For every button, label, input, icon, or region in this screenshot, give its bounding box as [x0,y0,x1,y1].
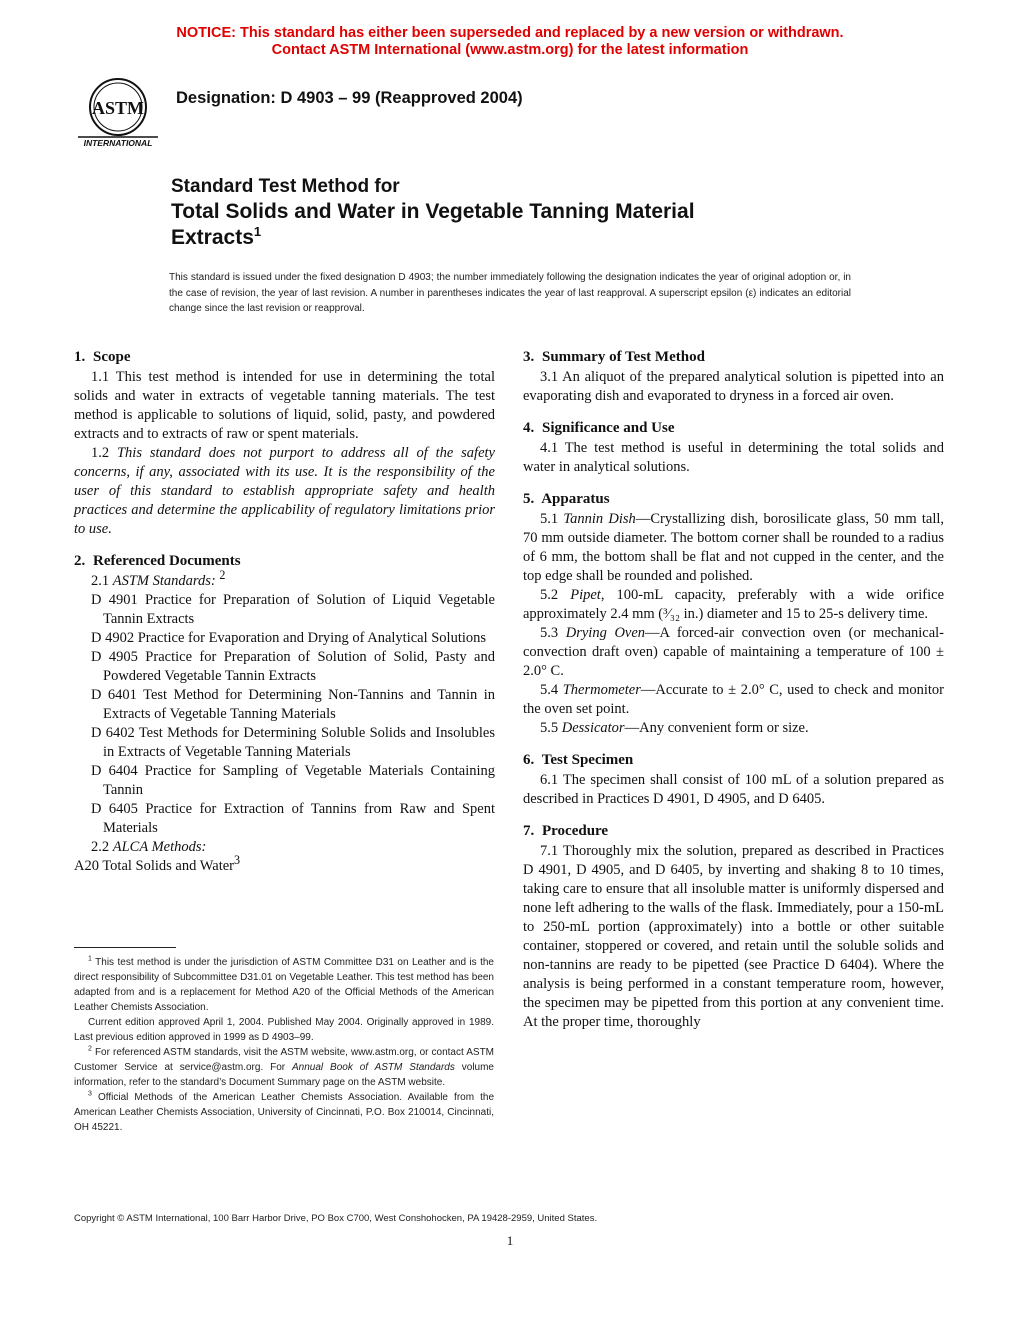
title-line-2: Total Solids and Water in Vegetable Tanning Material [171,200,695,223]
document-title [171,175,695,251]
paragraph-3-1: 3.1 An aliquot of the prepared analytical solution is pipetted into an evaporating dish and evaporated to dryness in a forced air oven. [523,369,944,404]
title-footnote-mark: 1 [253,224,262,239]
paragraph-1-2: 1.2 This standard does not purport to address all of the safety concerns, if any, associated with its use. It is the responsibility of the user of this standard to establish appropriate safety and health practices and determine the applicability of regulatory limitations prior to use. [74,445,495,537]
alca-methods-label: 2.2 ALCA Methods: [91,839,207,855]
title-line-3 [171,225,695,251]
left-column [74,346,495,887]
title-line-3-text: Extracts [171,226,254,249]
section-test-specimen [523,749,944,809]
paragraph-5-2: 5.2 Pipet, 100-mL capacity, preferably with a wide orifice approximately 2.4 mm (³⁄₃₂ in.) diameter and 15 to 25-s delivery time. [523,587,945,622]
paragraph-5-3: 5.3 Drying Oven—A forced-air convection oven (or mechanical-convection draft oven) capable of maintaining a temperature of 100 ± 2.0° C. [523,625,945,679]
logo-caption: INTERNATIONAL [83,138,153,148]
section-heading-referenced-documents: 2. Referenced Documents [74,553,241,569]
right-column [523,346,944,1043]
section-heading-significance: 4. Significance and Use [523,420,675,436]
footnote-divider [74,947,176,948]
astm-logo [74,74,162,150]
page-number: 1 [506,1233,514,1248]
ref-d4902: D 4902 Practice for Evaporation and Drying of Analytical Solutions [91,630,487,646]
footnote-1-edition: Current edition approved April 1, 2004. Published May 2004. Originally approved in 1989. Last previous edition approved in 1999 as D 4903–99. [74,1017,494,1043]
section-significance [523,417,944,477]
footnotes [74,955,494,1135]
section-apparatus [523,488,944,738]
ref-d6405: D 6405 Practice for Extraction of Tannins from Raw and Spent Materials [91,801,495,836]
title-line-1: Standard Test Method for [171,176,400,197]
section-heading-test-specimen: 6. Test Specimen [523,752,634,768]
ref-d6401: D 6401 Test Method for Determining Non-Tannins and Tannin in Extracts of Vegetable Tanning Materials [91,687,495,722]
paragraph-1-1: 1.1 This test method is intended for use in determining the total solids and water in extracts of vegetable tanning materials. The test method is applicable to solutions of liquid, solid, pasty, and powdered extracts and to extracts of raw or spent materials. [74,369,495,442]
paragraph-6-1: 6.1 The specimen shall consist of 100 mL of a solution prepared as described in Practices D 4901, D 4905, and D 6405. [523,772,944,807]
issuance-statement: This standard is issued under the fixed designation D 4903; the number immediately following the designation indicates the year of original adoption or, in the case of revision, the year of last revision. A number in parentheses indicates the year of last reapproval. A superscript epsilon (ε) indicates an editorial change since the last revision or reapproval. [169,272,851,314]
section-heading-summary: 3. Summary of Test Method [523,349,705,365]
section-heading-apparatus: 5. Apparatus [523,491,610,507]
paragraph-7-1: 7.1 Thoroughly mix the solution, prepared as described in Practices D 4901, D 4905, and D 6405, by inverting and shaking 8 to 10 times, taking care to ensure that all insoluble matter is uniformly dispersed and none left adhering to the walls of the flask. Immediately, pour a 150-mL to 250-mL portion (approximately) into a bottle or other suitable container, stoppered or covered, and retain until the soluble solids and non-tannins are ready to be pipetted (see Practice D 6404). Where the analysis is being performed in a constant temperature room, however, the specimen may be pipetted from this portion at any convenient time. At the proper time, thoroughly [523,843,944,1030]
ref-d4905: D 4905 Practice for Preparation of Solution of Solid, Pasty and Powdered Vegetable Tannin Extracts [91,649,495,684]
ref-d4901: D 4901 Practice for Preparation of Solution of Liquid Vegetable Tannin Extracts [91,592,495,627]
footnote-2: $^2$ For referenced ASTM standards, visit the ASTM website, www.astm.org, or contact ASTM Customer Service at service@astm.org. For Annual Book of ASTM Standards volume information, refer to the standard’s Document Summary page on the ASTM website. [74,1045,495,1088]
section-referenced-documents [74,550,495,876]
astm-logo-icon [74,74,162,150]
section-heading-procedure: 7. Procedure [523,823,609,839]
paragraph-5-1: 5.1 Tannin Dish—Crystallizing dish, borosilicate glass, 50 mm tall, 70 mm outside diameter. The bottom corner shall be rounded to a radius of 6 mm, the bottom shall be flat and not cupped in the center, and the top edge shall be rounded and polished. [523,511,945,584]
notice-line-1: NOTICE: This standard has either been superseded and replaced by a new version or withdrawn. [176,25,844,41]
section-procedure [523,820,944,1032]
paragraph-5-5: 5.5 Dessicator—Any convenient form or size. [540,720,809,736]
logo-letters: ASTM [91,98,145,118]
ref-d6402: D 6402 Test Methods for Determining Soluble Solids and Insolubles in Extracts of Vegetable Tanning Materials [91,725,495,760]
footnote-3: $^3$ Official Methods of the American Leather Chemists Association. Available from the American Leather Chemists Association, University of Cincinnati, P.O. Box 210014, Cincinnati, OH 45221. [74,1090,495,1133]
supersession-notice [0,25,1020,59]
paragraph-4-1: 4.1 The test method is useful in determining the total solids and water in analytical solutions. [523,440,944,475]
section-heading-scope: 1. Scope [74,349,131,365]
designation: Designation: D 4903 – 99 (Reapproved 2004) [176,89,523,107]
astm-standards-label: 2.1 ASTM Standards: $^2$ [91,568,226,589]
ref-d6404: D 6404 Practice for Sampling of Vegetable Materials Containing Tannin [91,763,495,798]
paragraph-5-4: 5.4 Thermometer—Accurate to ± 2.0° C, used to check and monitor the oven set point. [523,682,944,717]
copyright-line: Copyright © ASTM International, 100 Barr Harbor Drive, PO Box C700, West Conshohocken, PA 19428-2959, United States. [74,1213,598,1224]
ref-a20: A20 Total Solids and Water$^3$ [74,853,241,874]
notice-line-2: Contact ASTM International (www.astm.org) for the latest information [271,42,749,58]
section-scope [74,346,495,539]
footnote-1: $^1$ This test method is under the jurisdiction of ASTM Committee D31 on Leather and is the direct responsibility of Subcommittee D31.01 on Vegetable Leather. This test method has been adapted from and is a replacement for Method A20 of the Official Methods of the American Leather Chemists Association. [74,955,494,1013]
section-summary [523,346,944,406]
